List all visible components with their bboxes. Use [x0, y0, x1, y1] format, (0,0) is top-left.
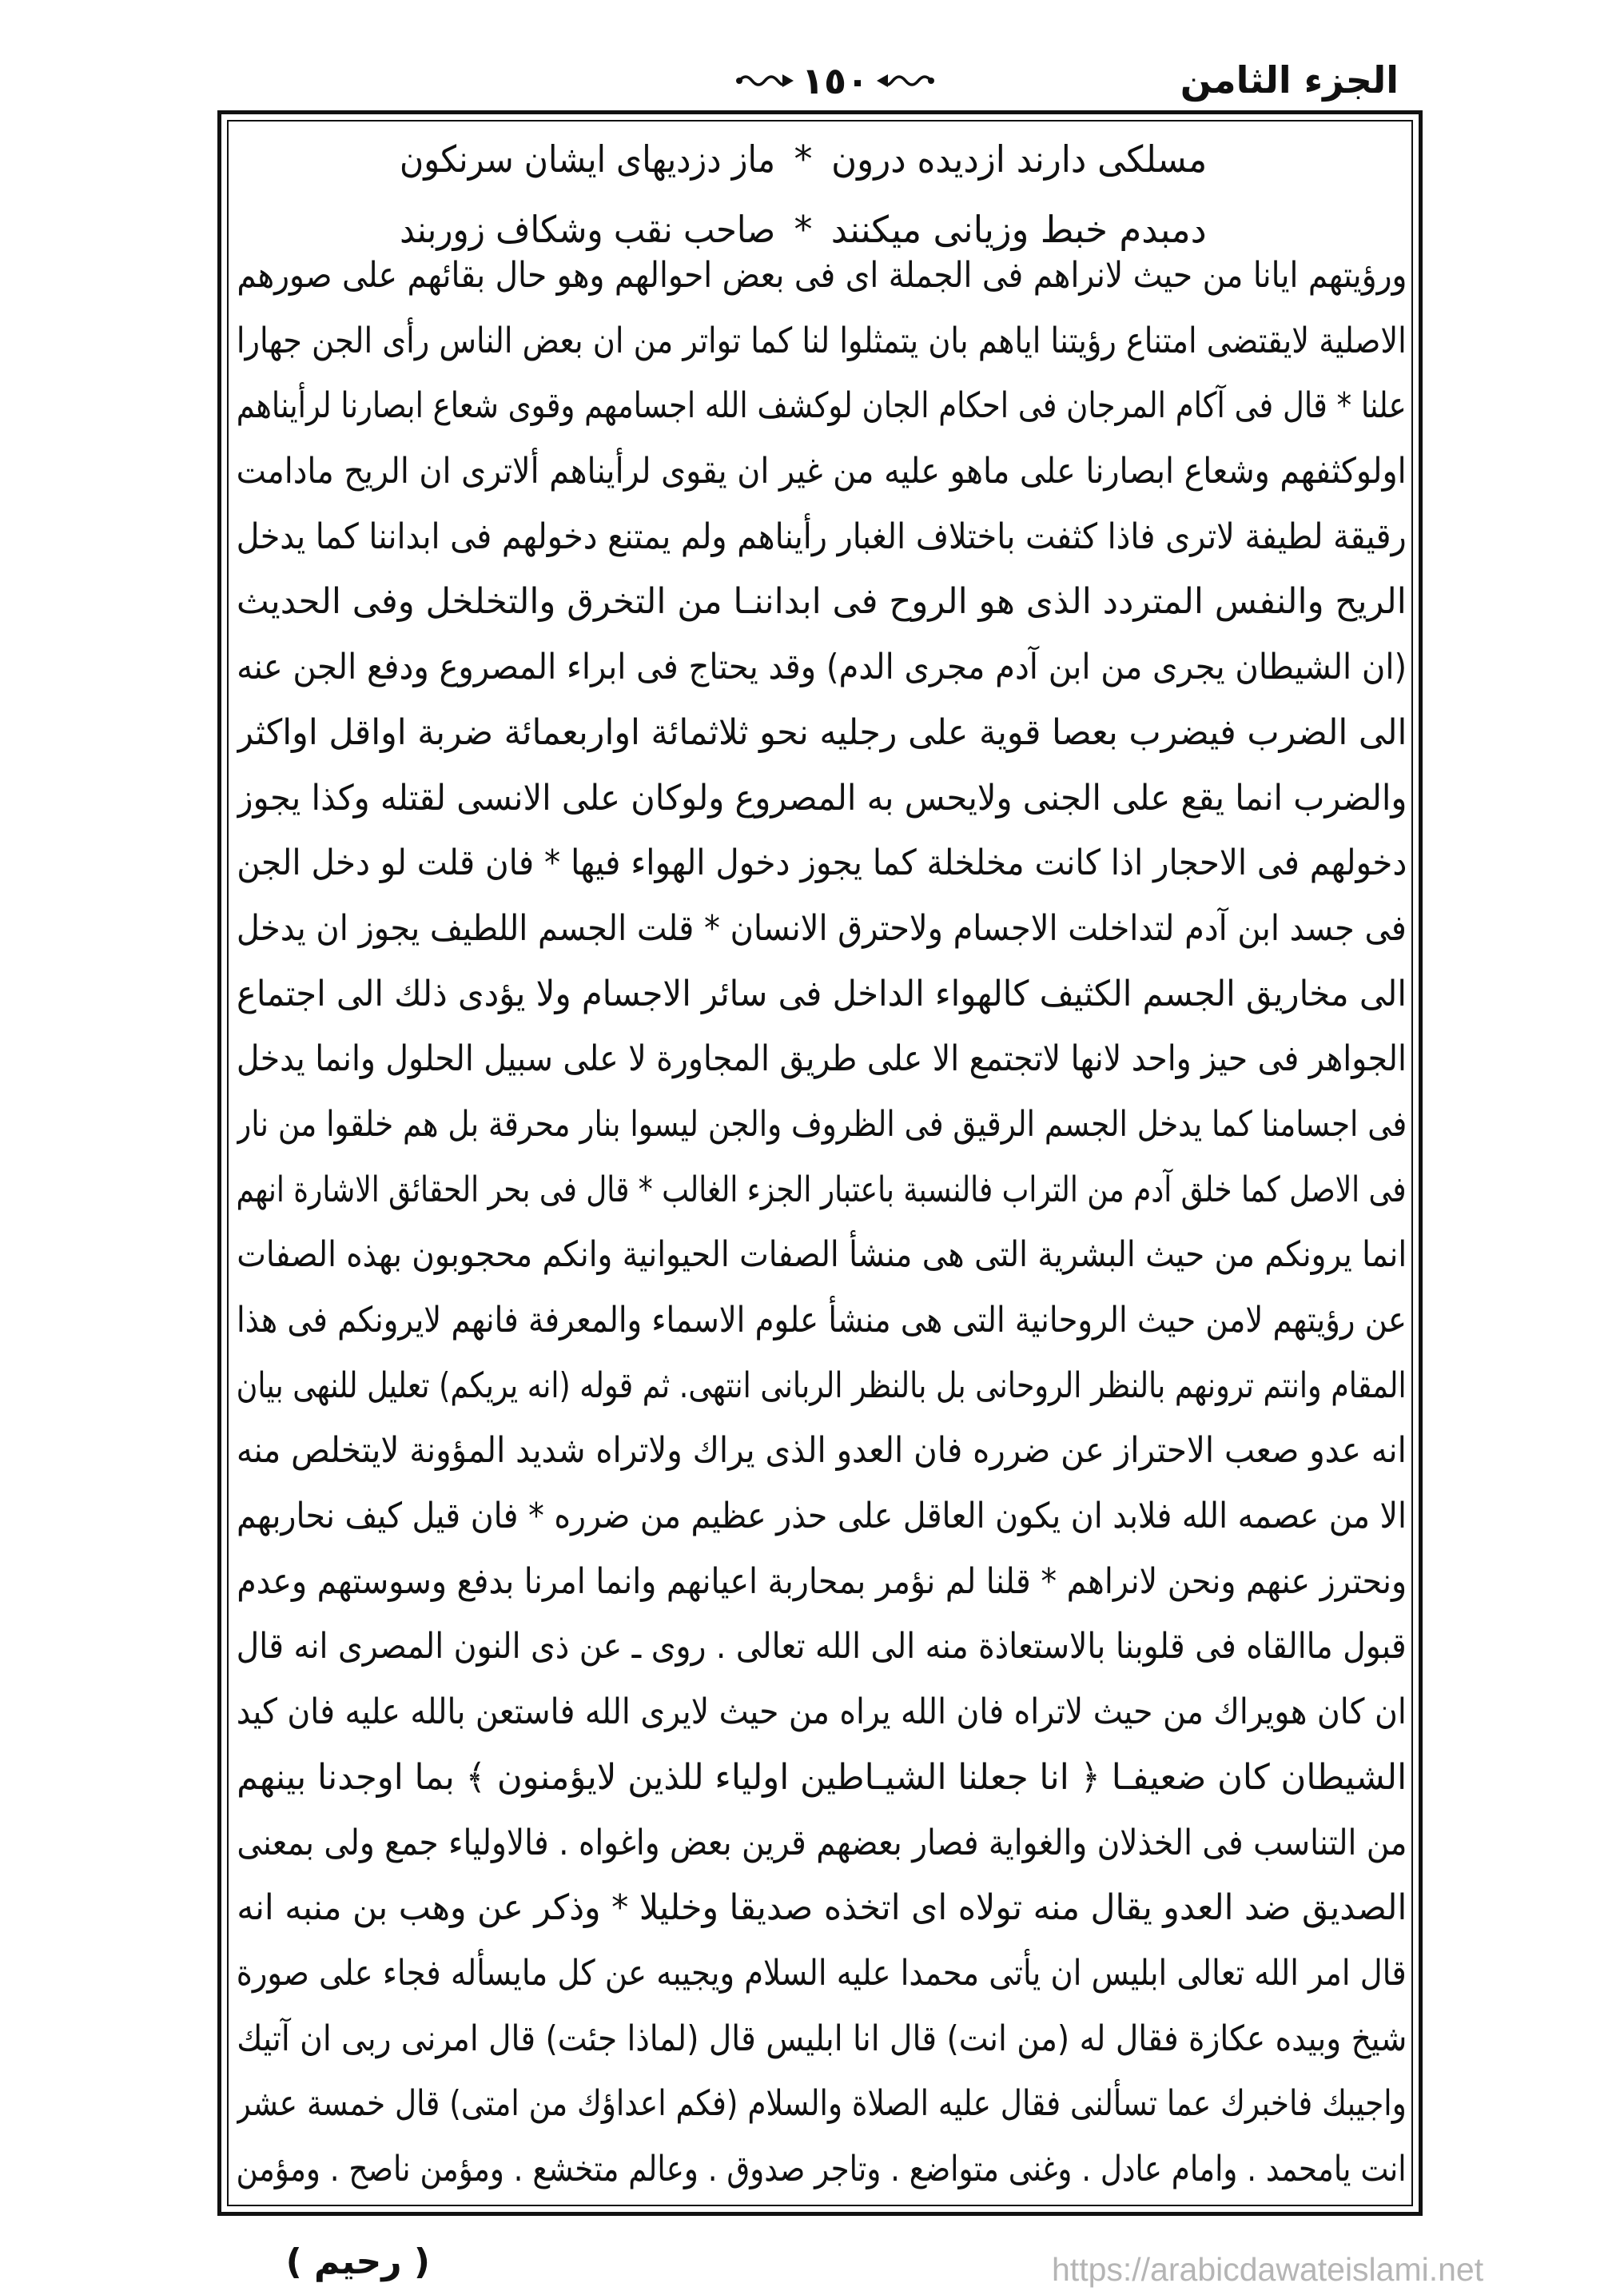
text-line-content: المقام وانتم ترونهم بالنظر الروحانى بل بالنظر الربانى انتهى. ثم قوله (انه يريكم) تعليل للنهى بيان	[237, 1365, 1407, 1406]
text-line	[237, 1157, 1407, 1223]
text-line	[237, 309, 1407, 374]
text-line	[237, 1484, 1407, 1549]
ornament-left-icon	[734, 70, 795, 92]
text-line-content: فى جسد ابن آدم لتداخلت الاجسام ولاحترق الانسان * قلت الجسم اللطيف يجوز ان يدخل	[237, 907, 1407, 949]
text-line	[237, 569, 1407, 635]
text-line	[237, 700, 1407, 766]
text-line-content: علنا * قال فى آكام المرجان فى احكام الجان لوكشف الله اجسامهم وقوى شعاع ابصارنا لرأيناهم	[237, 385, 1407, 427]
text-line	[237, 1288, 1407, 1353]
verse-1-separator: *	[794, 137, 813, 181]
text-line-content: فى الاصل كما خلق آدم من التراب فالنسبة باعتبار الجزء الغالب * قال فى بحر الحقائق الاشارة انهم	[237, 1169, 1407, 1210]
text-line-content: فى اجسامنا كما يدخل الجسم الرقيق فى الظروف والجن ليسوا بنار محرقة بل هم خلقوا من نار	[237, 1103, 1407, 1145]
text-line	[237, 1549, 1407, 1615]
text-line-content: قال امر الله تعالى ابليس ان يأتى محمدا عليه السلام ويجيبه عن كل مايسأله فجاء على صورة	[237, 1952, 1407, 1994]
text-line-content: الجواهر فى حيز واحد لانها لاتجتمع الا على طريق المجاورة لا على سبيل الحلول وانما يدخل	[237, 1038, 1407, 1080]
text-line-content: دخولهم فى الاحجار اذا كانت مخلخلة كما يجوز دخول الهواء فيها * فان قلت لو دخل الجن	[237, 843, 1407, 884]
text-line-content: شيخ وبيده عكازة فقال له (من انت) قال انا ابليس قال (لماذا جئت) قال امرنى ربى ان آتيك	[237, 2018, 1407, 2059]
text-line-content: والضرب انما يقع على الجنى ولايحس به المصروع ولوكان على الانسى لقتله وكذا يجوز	[237, 777, 1407, 819]
text-line	[237, 1418, 1407, 1484]
text-line	[237, 1811, 1407, 1876]
text-line-content: الاصلية لايقتضى امتناع رؤيتنا اياهم بان يتمثلوا لنا كما تواتر من ان بعض الناس رأى الجن جهارا	[237, 320, 1407, 361]
text-line-content: الصديق ضد العدو يقال منه تولاه اى اتخذه صديقا وخليلا * وذكر عن وهب بن منبه انه	[237, 1887, 1407, 1929]
verse-2-separator: *	[794, 208, 813, 251]
page-number-group	[723, 59, 947, 102]
text-line-content: الا من عصمه الله فلابد ان يكون العاقل على حذر عظيم من ضرره * فان قيل كيف نحاربهم	[237, 1496, 1407, 1537]
text-line	[237, 1353, 1407, 1419]
text-line	[237, 1679, 1407, 1745]
verse-1-left-hemistich	[400, 124, 775, 194]
text-line-content: الشيطان كان ضعيفـا ﴿ انا جعلنا الشيـاطين اولياء للذين لايؤمنون ﴾ بما اوجدنا بينهم	[237, 1756, 1407, 1798]
text-line-content: قبول ماالقاه فى قلوبنا بالاستعاذة منه الى الله تعالى . روى ـ عن ذى النون المصرى انه قال	[237, 1626, 1407, 1667]
text-line	[237, 2071, 1407, 2137]
text-line	[237, 831, 1407, 896]
text-line-content: عن رؤيتهم لامن حيث الروحانية التى هى منشأ علوم الاسماء والمعرفة فانهم لايرونكم فى هذا	[237, 1300, 1407, 1341]
text-line	[237, 635, 1407, 700]
text-line-content: ونحترز عنهم ونحن لانراهم * قلنا لم نؤمر بمحاربة اعيانهم وانما امرنا بدفع وسوستهم وعدم	[237, 1560, 1407, 1602]
text-line	[237, 2006, 1407, 2072]
text-line-content: (ان الشيطان يجرى من ابن آدم مجرى الدم) وقد يحتاج فى ابراء المصروع ودفع الجن عنه	[237, 647, 1407, 688]
text-line	[237, 243, 1407, 309]
verse-text: مسلكى دارند ازديده درون	[831, 137, 1207, 181]
text-line-content: ورؤيتهم ايانا من حيث لانراهم فى الجملة اى فى بعض احوالهم وهو حال بقائهم على صورهم	[237, 255, 1407, 296]
text-line-content: ان كان هويراك من حيث لاتراه فان الله يراه من حيث لايرى الله فاستعن بالله عليه فان كيد	[237, 1691, 1407, 1733]
text-line-content: انت يامحمد . وامام عادل . وغنى متواضع . وتاجر صدوق . وعالم متخشع . ومؤمن ناصح . ومؤمن	[237, 2148, 1407, 2189]
text-line-content: رقيقة لطيفة لاترى فاذا كثفت باختلاف الغبار رأيناهم ولم يمتنع دخولهم فى ابداننا كما يدخل	[237, 516, 1407, 557]
page-number: ١٥٠	[801, 59, 870, 102]
ornament-right-icon	[875, 70, 936, 92]
verse-text: ماز دزديهاى ايشان سرنكون	[400, 137, 775, 181]
verse-text: صاحب نقب وشكاف زوربند	[400, 208, 775, 251]
text-line	[237, 1026, 1407, 1092]
text-line	[237, 439, 1407, 504]
text-line	[237, 1222, 1407, 1288]
text-line	[237, 896, 1407, 962]
text-line	[237, 373, 1407, 439]
catchword: ( رحيم )	[285, 2241, 430, 2282]
text-line	[237, 766, 1407, 831]
text-line-content: الريح والنفس المتردد الذى هو الروح فى ابداننـا من التخرق والتخلخل وفى الحديث	[237, 581, 1407, 623]
verse-text: دمبدم خبط وزيانى ميكنند	[831, 208, 1207, 251]
text-line	[237, 1875, 1407, 1941]
verse-1-right-hemistich	[831, 124, 1207, 194]
text-line-content: واجيبك فاخبرك عما تسألنى فقال عليه الصلاة والسلام (فكم اعداؤك من امتى) قال خمسة عشر	[237, 2083, 1407, 2125]
watermark-url: https://arabicdawateislami.net	[1052, 2251, 1484, 2288]
text-line-content: انما يرونكم من حيث البشرية التى هى منشأ الصفات الحيوانية وانكم محجوبون بهذه الصفات	[237, 1234, 1407, 1276]
body-text	[237, 243, 1407, 2202]
text-line	[237, 2137, 1407, 2202]
text-line-content: اولوكثفهم وشعاع ابصارنا على ماهو عليه من غير ان يقوى لرأيناهم ألاترى ان الريح مادامت	[237, 451, 1407, 492]
text-line-content: انه عدو صعب الاحتراز عن ضرره فان العدو الذى يراك ولاتراه شديد المؤونة لايتخلص منه	[237, 1430, 1407, 1472]
text-line-content: الى الضرب فيضرب بعصا قوية على رجليه نحو ثلاثمائة اواربعمائة ضربة اواقل اواكثر	[237, 711, 1407, 753]
text-line	[237, 1614, 1407, 1679]
text-line-content: الى مخاريق الجسم الكثيف كالهواء الداخل فى سائر الاجسام ولا يؤدى ذلك الى اجتماع	[237, 973, 1407, 1014]
text-line	[237, 1941, 1407, 2006]
text-line	[237, 504, 1407, 570]
running-head-part-title: الجزء الثامن	[1180, 58, 1399, 102]
text-line	[237, 1745, 1407, 1811]
text-line	[237, 962, 1407, 1027]
text-line	[237, 1092, 1407, 1157]
text-line-content: من التناسب فى الخذلان والغواية فصار بعضهم قرين بعض واغواه . فالاولياء جمع ولى بمعنى	[237, 1822, 1407, 1863]
